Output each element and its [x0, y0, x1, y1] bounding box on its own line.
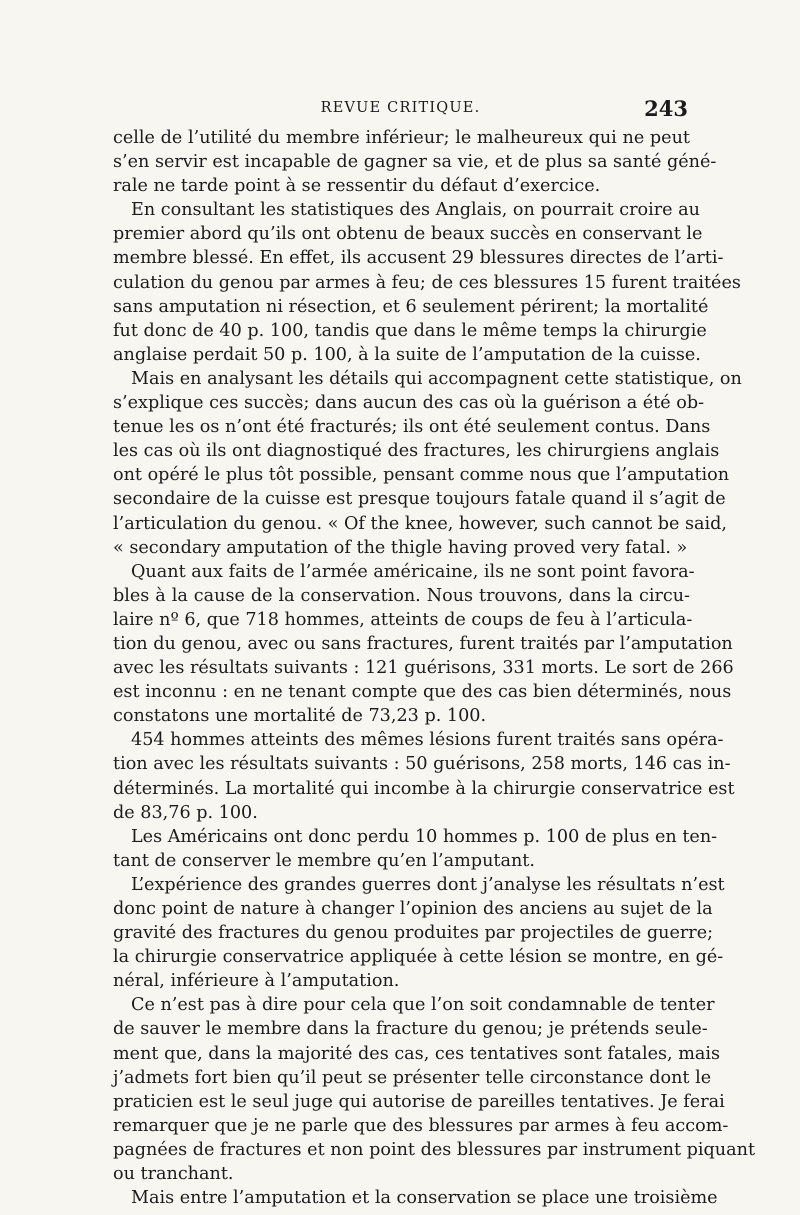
text-line: Quant aux faits de l’armée américaine, ils ne sont point favora-	[131, 561, 695, 582]
text-line: de sauver le membre dans la fracture du genou; je prétends seule-	[113, 1019, 708, 1040]
text-line: rale ne tarde point à se ressentir du défaut d’exercice.	[113, 176, 601, 197]
text-line: secondaire de la cuisse est presque toujours fatale quand il s’agit de	[113, 489, 726, 510]
text-line: remarquer que je ne parle que des blessures par armes à feu accom-	[113, 1115, 729, 1136]
text-line: Mais entre l’amputation et la conservation se place une troisième	[131, 1188, 718, 1209]
text-line: tion du genou, avec ou sans fractures, furent traités par l’amputation	[113, 633, 733, 654]
text-line: ou tranchant.	[113, 1164, 234, 1185]
text-line: est inconnu : en ne tenant compte que des cas bien déterminés, nous	[113, 682, 732, 703]
text-line: L’expérience des grandes guerres dont j’analyse les résultats n’est	[131, 874, 725, 895]
text-line: bles à la cause de la conservation. Nous trouvons, dans la circu-	[113, 585, 690, 606]
text-line: pagnées de fractures et non point des blessures par instrument piquant	[113, 1139, 756, 1160]
text-line: culation du genou par armes à feu; de ces blessures 15 furent traitées	[113, 272, 741, 293]
text-line: Ce n’est pas à dire pour cela que l’on soit condamnable de tenter	[131, 995, 715, 1016]
page-header	[113, 98, 688, 122]
text-line: néral, inférieure à l’amputation.	[113, 971, 400, 992]
text-line: la chirurgie conservatrice appliquée à cette lésion se montre, en gé-	[113, 947, 724, 968]
text-line: l’articulation du genou. « Of the knee, however, such cannot be said,	[113, 513, 727, 534]
text-line: ont opéré le plus tôt possible, pensant comme nous que l’amputation	[113, 465, 730, 486]
text-line: 454 hommes atteints des mêmes lésions furent traités sans opéra-	[131, 730, 724, 751]
text-line: constatons une mortalité de 73,23 p. 100.	[113, 706, 487, 727]
text-line: membre blessé. En effet, ils accusent 29 blessures directes de l’arti-	[113, 248, 724, 269]
text-line: de 83,76 p. 100.	[113, 802, 258, 823]
text-line: s’explique ces succès; dans aucun des cas où la guérison a été ob-	[113, 393, 705, 414]
text-line: En consultant les statistiques des Anglais, on pourrait croire au	[131, 200, 700, 221]
page-number: 243	[644, 96, 688, 121]
text-line: tenue les os n’ont été fracturés; ils ont été seulement contus. Dans	[113, 417, 711, 438]
text-line: celle de l’utilité du membre inférieur; le malheureux qui ne peut	[113, 128, 690, 148]
text-line: « secondary amputation of the thigle having proved very fatal. »	[113, 537, 688, 558]
text-line: donc point de nature à changer l’opinion des anciens au sujet de la	[113, 899, 713, 919]
text-line: tion avec les résultats suivants : 50 guérisons, 258 morts, 146 cas in-	[113, 754, 731, 775]
text-line: sans amputation ni résection, et 6 seulement périrent; la mortalité	[113, 296, 709, 317]
text-line: déterminés. La mortalité qui incombe à la chirurgie conservatrice est	[113, 778, 735, 799]
text-line: Les Américains ont donc perdu 10 hommes p. 100 de plus en ten-	[131, 826, 718, 847]
running-title: REVUE CRITIQUE.	[320, 100, 481, 116]
text-line: fut donc de 40 p. 100, tandis que dans le même temps la chirurgie	[113, 320, 707, 341]
text-line: anglaise perdait 50 p. 100, à la suite de l’amputation de la cuisse.	[113, 344, 701, 365]
text-line: Mais en analysant les détails qui accompagnent cette statistique, on	[131, 368, 742, 389]
text-line: praticien est le seul juge qui autorise de pareilles tentatives. Je ferai	[113, 1091, 725, 1112]
text-line: s’en servir est incapable de gagner sa vie, et de plus sa santé géné-	[113, 152, 717, 173]
text-line: premier abord qu’ils ont obtenu de beaux succès en conservant le	[113, 224, 703, 245]
text-line: avec les résultats suivants : 121 guérisons, 331 morts. Le sort de 266	[113, 658, 734, 679]
text-line: les cas où ils ont diagnostiqué des fractures, les chirurgiens anglais	[113, 441, 720, 462]
text-line: laire nº 6, que 718 hommes, atteints de coups de feu à l’articula-	[113, 609, 693, 630]
text-line: ment que, dans la majorité des cas, ces tentatives sont fatales, mais	[113, 1043, 721, 1064]
body-text	[113, 126, 756, 1210]
text-line: gravité des fractures du genou produites par projectiles de guerre;	[113, 923, 714, 944]
text-line: j’admets fort bien qu’il peut se présenter telle circonstance dont le	[113, 1067, 712, 1088]
text-line: tant de conserver le membre qu’en l’amputant.	[113, 850, 535, 871]
